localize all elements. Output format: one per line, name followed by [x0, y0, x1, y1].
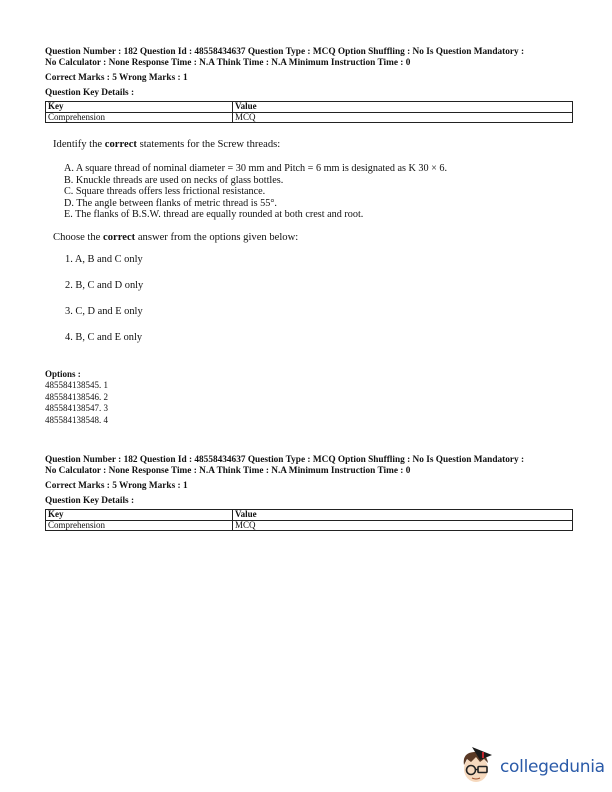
- table-header-key: Key: [46, 510, 233, 521]
- key-details-table: [45, 101, 573, 123]
- choose-prefix: Choose the: [53, 231, 104, 243]
- option-item: 485584138545. 1: [45, 380, 108, 390]
- options-block: [45, 369, 108, 426]
- answer-item: 1. A, B and C only: [65, 253, 143, 265]
- table-cell-key: Comprehension: [46, 520, 233, 531]
- choose-suffix: answer from the options given below:: [135, 231, 299, 243]
- question-text-prefix: Identify the: [53, 139, 105, 150]
- question-meta-line2: No Calculator : None Response Time : N.A Think Time : N.A Minimum Instruction Time : 0: [45, 58, 411, 68]
- table-cell-value: MCQ: [233, 520, 573, 531]
- question-meta-line2: No Calculator : None Response Time : N.A Think Time : N.A Minimum Instruction Time : 0: [45, 466, 411, 476]
- question-text: [53, 138, 573, 151]
- statement-item: C. Square threads offers less frictional resistance.: [64, 186, 266, 198]
- logo-text: collegedunia: [500, 756, 605, 777]
- table-cell-key: Comprehension: [46, 112, 233, 123]
- question-meta-line1: Question Number : 182 Question Id : 48558434637 Question Type : MCQ Option Shuffling : No Is Question Mandatory :: [45, 455, 525, 465]
- table-row: [46, 112, 573, 123]
- option-item: 485584138547. 3: [45, 403, 108, 414]
- statement-item: D. The angle between flanks of metric thread is 55°.: [64, 197, 277, 209]
- statement-item: A. A square thread of nominal diameter = 30 mm and Pitch = 6 mm is designated as K 30 × 6.: [64, 163, 448, 174]
- table-header-key: Key: [46, 102, 233, 113]
- key-details-label: Question Key Details :: [45, 496, 135, 506]
- statement-item: B. Knuckle threads are used on necks of glass bottles.: [64, 174, 284, 186]
- answer-item: 2. B, C and D only: [65, 279, 144, 291]
- key-details-label: Question Key Details :: [45, 88, 135, 98]
- table-header-row: [46, 102, 573, 113]
- key-details-table: [45, 509, 573, 531]
- statement-list: [64, 163, 573, 221]
- question-header-1: [45, 47, 575, 123]
- marks-line: Correct Marks : 5 Wrong Marks : 1: [45, 481, 188, 491]
- choose-emphasis: correct: [103, 231, 136, 243]
- graduate-mascot-icon: [458, 743, 498, 790]
- statement-item: E. The flanks of B.S.W. thread are equally rounded at both crest and root.: [64, 209, 364, 221]
- table-cell-value: MCQ: [233, 112, 573, 123]
- answer-item: 3. C, D and E only: [65, 305, 143, 317]
- marks-line: Correct Marks : 5 Wrong Marks : 1: [45, 73, 188, 83]
- collegedunia-logo: [458, 743, 605, 790]
- answer-list: [65, 253, 573, 344]
- table-header-row: [46, 510, 573, 521]
- question-header-2: [45, 455, 575, 531]
- options-title: Options :: [45, 369, 81, 379]
- table-header-value: Value: [233, 510, 573, 521]
- answer-item: 4. B, C and E only: [65, 331, 143, 343]
- question-body: [53, 138, 573, 357]
- option-item: 485584138546. 2: [45, 391, 108, 402]
- question-meta-line1: Question Number : 182 Question Id : 48558434637 Question Type : MCQ Option Shuffling : No Is Question Mandatory :: [45, 47, 525, 57]
- question-text-suffix: statements for the Screw threads:: [136, 139, 281, 150]
- table-header-value: Value: [233, 102, 573, 113]
- table-row: [46, 520, 573, 531]
- question-text-emphasis: correct: [104, 139, 137, 150]
- option-item: 485584138548. 4: [45, 414, 108, 425]
- choose-instruction: [53, 231, 573, 244]
